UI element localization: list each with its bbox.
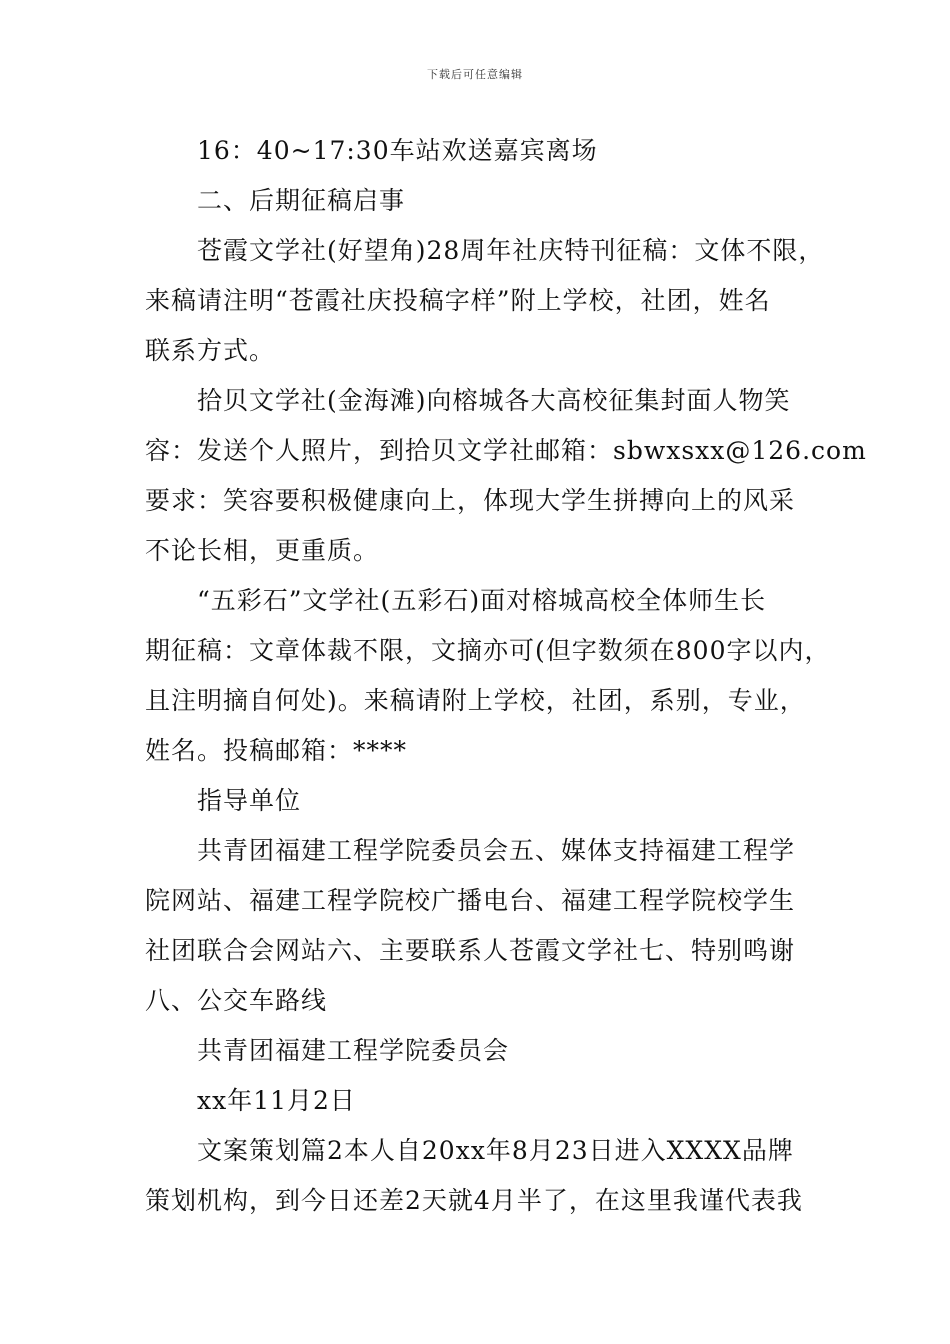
signature-organization: 共青团福建工程学院委员会 [197, 1036, 510, 1065]
paragraph-line: 来稿请注明“苍霞社庆投稿字样”附上学校，社团，姓名 [145, 286, 771, 315]
paragraph-line: 八、公交车路线 [145, 986, 328, 1015]
paragraph-line: 期征稿：文章体裁不限，文摘亦可(但字数须在800字以内， [145, 636, 831, 665]
paragraph-line: 文案策划篇2本人自20xx年8月23日进入XXXX品牌 [197, 1136, 794, 1165]
paragraph-line: 姓名。投稿邮箱：**** [145, 736, 408, 765]
paragraph-line: 联系方式。 [145, 336, 276, 365]
paragraph-line: 不论长相，更重质。 [145, 536, 380, 565]
document-body [145, 126, 867, 1226]
paragraph-line: 苍霞文学社(好望角)28周年社庆特刊征稿：文体不限， [197, 236, 825, 265]
paragraph-line: 院网站、福建工程学院校广播电台、福建工程学院校学生 [145, 886, 796, 915]
paragraph-line: 拾贝文学社(金海滩)向榕城各大高校征集封面人物笑 [197, 386, 791, 415]
paragraph-line: 共青团福建工程学院委员会五、媒体支持福建工程学 [197, 836, 796, 865]
paragraph-line: “五彩石”文学社(五彩石)面对榕城高校全体师生长 [197, 586, 767, 615]
paragraph-line: 要求：笑容要积极健康向上，体现大学生拼搏向上的风采 [145, 486, 796, 515]
section-heading: 二、后期征稿启事 [197, 186, 406, 215]
paragraph-line: 策划机构，到今日还差2天就4月半了，在这里我谨代表我 [145, 1186, 803, 1215]
paragraph-line: 容：发送个人照片，到拾贝文学社邮箱：sbwxsxx@126.com [145, 436, 867, 465]
section-heading: 指导单位 [197, 786, 302, 815]
paragraph-line: 社团联合会网站六、主要联系人苍霞文学社七、特别鸣谢 [145, 936, 796, 965]
schedule-line: 16：40~17:30车站欢送嘉宾离场 [197, 136, 598, 165]
paragraph-line: 且注明摘自何处)。来稿请附上学校，社团，系别，专业， [145, 686, 806, 715]
page-header: 下载后可任意编辑 [427, 68, 523, 81]
signature-date: xx年11月2日 [197, 1086, 356, 1115]
